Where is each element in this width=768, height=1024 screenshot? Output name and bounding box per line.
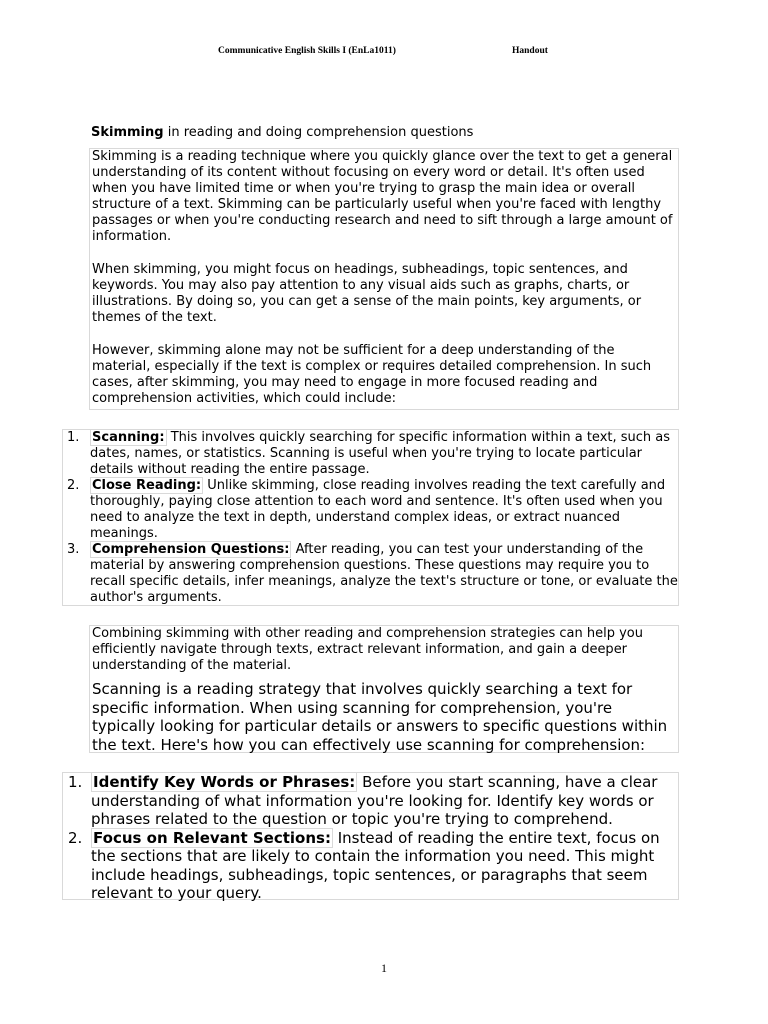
list-item-term: Close Reading: (92, 478, 202, 493)
list-item-number: 3. (67, 542, 80, 557)
header-course-title: Communicative English Skills I (EnLa1011) (218, 46, 396, 56)
scanning-steps-box (62, 772, 679, 900)
list-item-number: 1. (68, 773, 83, 791)
intro-paragraph: When skimming, you might focus on headings, subheadings, topic sentences, and keywords. You may also pay attention to any visual aids such as graphs, charts, or illustrations. By doing so, you can get a sense of the main points, key arguments, or themes of the text. (92, 262, 642, 325)
list-item-term: Comprehension Questions: (92, 542, 290, 557)
list-item-text: Instead of reading the entire text, focus on the sections that are likely to contain the information you need. This might include headings, subheadings, topic sentences, or paragraphs that seem relevant to your query. (91, 828, 660, 902)
list-item-number: 1. (67, 430, 80, 445)
intro-text-box (89, 148, 679, 410)
combine-paragraph: Combining skimming with other reading and comprehension strategies can help you efficiently navigate through texts, extract relevant information, and gain a deeper understanding of the material. (92, 626, 643, 673)
header-handout-label: Handout (512, 46, 548, 56)
section-title (91, 124, 473, 141)
list-item (63, 773, 678, 829)
list-item-number: 2. (68, 828, 83, 847)
scanning-steps-list (63, 773, 678, 903)
list-item (63, 542, 678, 606)
list-item (63, 829, 678, 903)
section-title-bold: Skimming (91, 125, 164, 140)
activities-list (63, 430, 678, 606)
scanning-intro-paragraph: Scanning is a reading strategy that involves quickly searching a text for specific information. When using scanning for comprehension, you're typically looking for particular details or answers to specific questions within the text. Here's how you can effectively use scanning for comprehension: (92, 680, 668, 754)
list-item-text: Before you start scanning, have a clear understanding of what information you're looking for. Identify key words or phrases related to the question or topic you're trying to comprehend. (91, 773, 658, 828)
list-item-term: Identify Key Words or Phrases: (93, 773, 356, 791)
page-number: 1 (381, 961, 387, 975)
list-item-text: After reading, you can test your understanding of the material by answering comprehension questions. These questions may require you to recall specific details, infer meanings, analyze the text's structure or tone, or evaluate the author's arguments. (90, 542, 678, 605)
list-item-text: This involves quickly searching for specific information within a text, such as dates, names, or statistics. Scanning is useful when you're trying to locate particular details without reading the entire passage. (90, 430, 671, 477)
intro-paragraph: Skimming is a reading technique where you quickly glance over the text to get a general understanding of its content without focusing on every word or detail. It's often used when you have limited time or when you're trying to grasp the main idea or overall structure of a text. Skimming can be particularly useful when you're faced with lengthy passages or when you're conducting research and need to sift through a large amount of information. (92, 149, 673, 244)
intro-paragraph: However, skimming alone may not be sufficient for a deep understanding of the material, especially if the text is complex or requires detailed comprehension. In such cases, after skimming, you may need to engage in more focused reading and comprehension activities, which could include: (92, 343, 652, 406)
list-item (63, 478, 678, 542)
list-item (63, 430, 678, 478)
list-item-term: Focus on Relevant Sections: (93, 828, 331, 847)
list-item-text: Unlike skimming, close reading involves reading the text carefully and thoroughly, paying close attention to each word and sentence. It's often used when you need to analyze the text in depth, understand complex ideas, or extract nuanced meanings. (90, 478, 666, 541)
list-item-number: 2. (67, 478, 80, 493)
activities-list-box (62, 429, 679, 606)
combine-text-box (89, 625, 679, 753)
section-title-rest: in reading and doing comprehension questions (163, 125, 474, 140)
list-item-term: Scanning: (92, 430, 165, 445)
